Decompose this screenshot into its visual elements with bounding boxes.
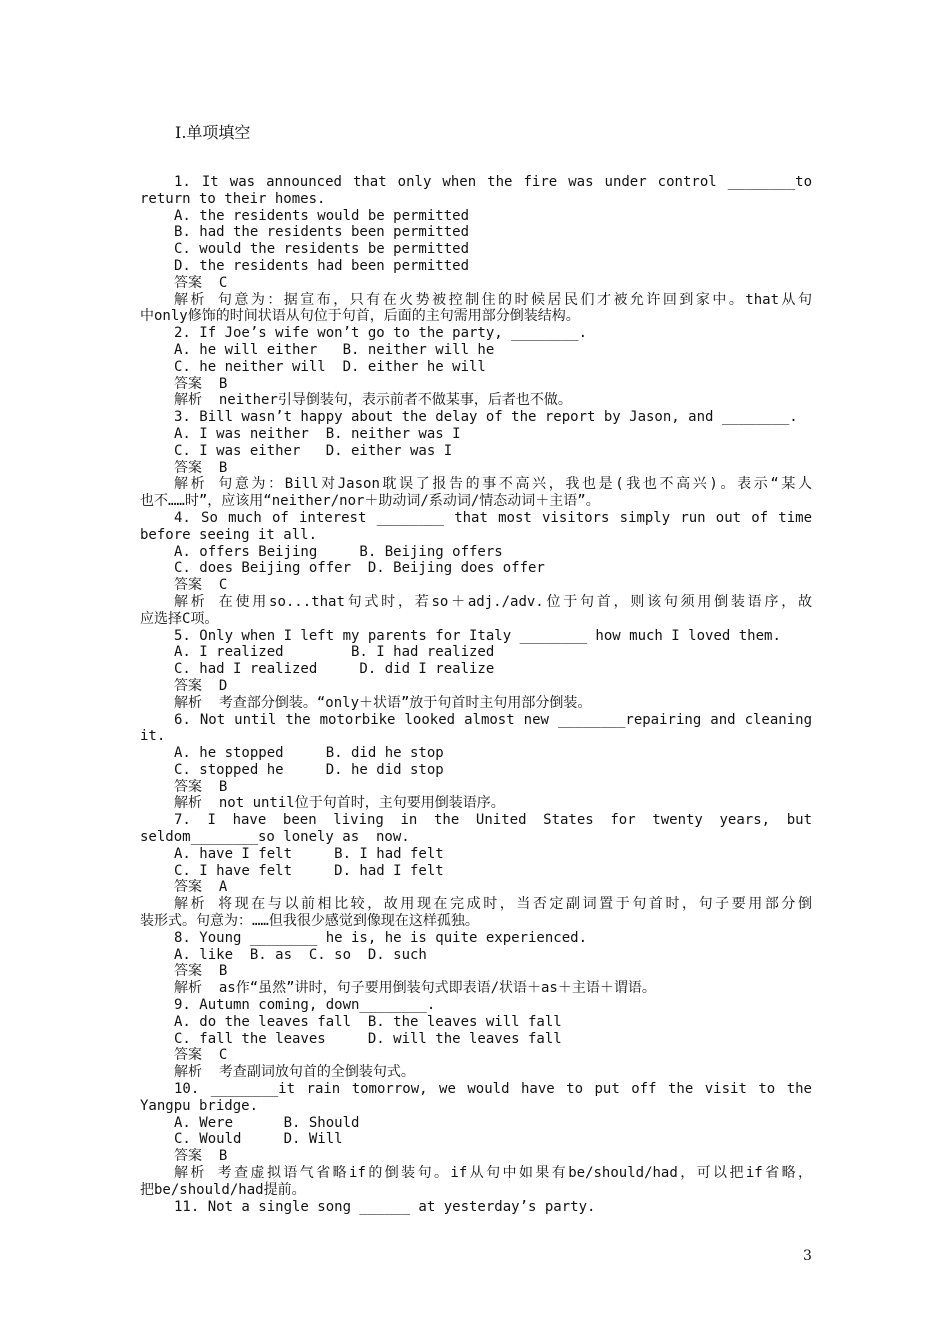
text-line: 8. Young ________ he is, he is quite experienced. (174, 929, 588, 946)
text-line: return to their homes. (140, 190, 326, 207)
text-line: C. stopped he D. he did stop (174, 761, 444, 778)
text-line: 9. Autumn coming, down________. (174, 997, 436, 1014)
text-line: 答案 B (174, 1148, 228, 1165)
text-line: 答案 B (174, 459, 228, 476)
text-line: A. have I felt B. I had felt (174, 845, 444, 862)
text-line: C. Would D. Will (174, 1131, 343, 1148)
text-line: C. he neither will D. either he will (174, 358, 486, 375)
text-line: A. do the leaves fall B. the leaves will fall (174, 1013, 562, 1030)
text-line: 中only修饰的时间状语从句位于句首，后面的主句需用部分倒装结构。 (140, 308, 580, 325)
text-line: 1. It was announced that only when the fire was under control ________to (174, 174, 812, 190)
text-line: 解析 将现在与以前相比较，故用现在完成时，当否定副词置于句首时，句子要用部分倒 (174, 896, 812, 913)
text-line: 11. Not a single song ______ at yesterday’s party. (174, 1198, 596, 1215)
text-line: 答案 D (174, 677, 228, 694)
text-line: 解析 not until位于句首时，主句要用倒装语序。 (174, 795, 505, 812)
text-line: 也不……时”，应该用“neither/nor＋助动词/系动词/情态动词＋主语”。 (140, 493, 600, 510)
text-line: 应选择C项。 (140, 610, 219, 627)
text-line: 装形式。句意为：……但我很少感觉到像现在这样孤独。 (140, 913, 479, 930)
text-line: 10. ________it rain tomorrow, we would have to put off the visit to the (174, 1081, 812, 1098)
text-line: 4. So much of interest ________ that most visitors simply run out of time (174, 509, 812, 526)
text-line: 答案 C (174, 274, 228, 291)
text-line: C. I was either D. either was I (174, 442, 453, 459)
text-line: 解析 考查虚拟语气省略if的倒装句。if从句中如果有be/should/had，可以把if省略， (174, 1165, 812, 1182)
text-line: A. Were B. Should (174, 1114, 360, 1131)
text-line: D. the residents had been permitted (174, 257, 470, 274)
text-line: it. (140, 728, 166, 745)
text-line: 7. I have been living in the United States for twenty years, but (174, 812, 812, 829)
exercise-content (140, 174, 812, 1215)
text-line: 把be/should/had提前。 (140, 1181, 306, 1198)
text-line: A. I was neither B. neither was I (174, 425, 461, 442)
text-line: 解析 考查部分倒装。“only＋状语”放于句首时主句用部分倒装。 (174, 694, 592, 711)
text-line: 答案 B (174, 778, 228, 795)
text-line: A. like B. as C. so D. such (174, 946, 427, 963)
text-line: 5. Only when I left my parents for Italy ________ how much I loved them. (174, 627, 781, 644)
text-line: 解析 neither引导倒装句，表示前者不做某事，后者也不做。 (174, 392, 572, 409)
text-line: 答案 C (174, 1047, 228, 1064)
text-line: A. I realized B. I had realized (174, 644, 495, 661)
text-line: C. had I realized D. did I realize (174, 661, 495, 678)
text-line: 解析 句意为：据宣布，只有在火势被控制住的时候居民们才被允许回到家中。that从句 (174, 291, 812, 308)
text-line: 2. If Joe’s wife won’t go to the party, ________. (174, 325, 588, 342)
text-line: C. would the residents be permitted (174, 241, 470, 258)
text-line: 答案 B (174, 963, 228, 980)
text-line: A. offers Beijing B. Beijing offers (174, 543, 503, 560)
text-line: 解析 考查副词放句首的全倒装句式。 (174, 1064, 415, 1081)
text-line: 答案 B (174, 375, 228, 392)
section-title: Ⅰ.单项填空 (175, 123, 251, 142)
text-line: B. had the residents been permitted (174, 224, 470, 241)
text-line: 6. Not until the motorbike looked almost new ________repairing and cleaning (174, 711, 812, 728)
text-line: 3. Bill wasn’t happy about the delay of the report by Jason, and ________. (174, 409, 798, 426)
text-line: 答案 C (174, 577, 228, 594)
text-line: A. the residents would be permitted (174, 207, 470, 224)
text-line: seldom________so lonely as now. (140, 829, 410, 846)
text-line: 解析 句意为：Bill对Jason耽误了报告的事不高兴，我也是(我也不高兴)。表示“某人 (174, 476, 812, 493)
text-line: C. fall the leaves D. will the leaves fall (174, 1030, 562, 1047)
page-number: 3 (803, 1248, 812, 1264)
text-line: C. I have felt D. had I felt (174, 862, 444, 879)
text-line: 答案 A (174, 879, 228, 896)
text-line: Yangpu bridge. (140, 1097, 259, 1114)
text-line: 解析 在使用so...that句式时，若so＋adj./adv.位于句首，则该句须用倒装语序，故 (174, 593, 812, 610)
text-line: A. he will either B. neither will he (174, 341, 495, 358)
text-line: C. does Beijing offer D. Beijing does offer (174, 560, 545, 577)
text-line: A. he stopped B. did he stop (174, 745, 444, 762)
text-line: before seeing it all. (140, 526, 318, 543)
text-line: 解析 as作“虽然”讲时，句子要用倒装句式即表语/状语＋as＋主语＋谓语。 (174, 980, 656, 997)
